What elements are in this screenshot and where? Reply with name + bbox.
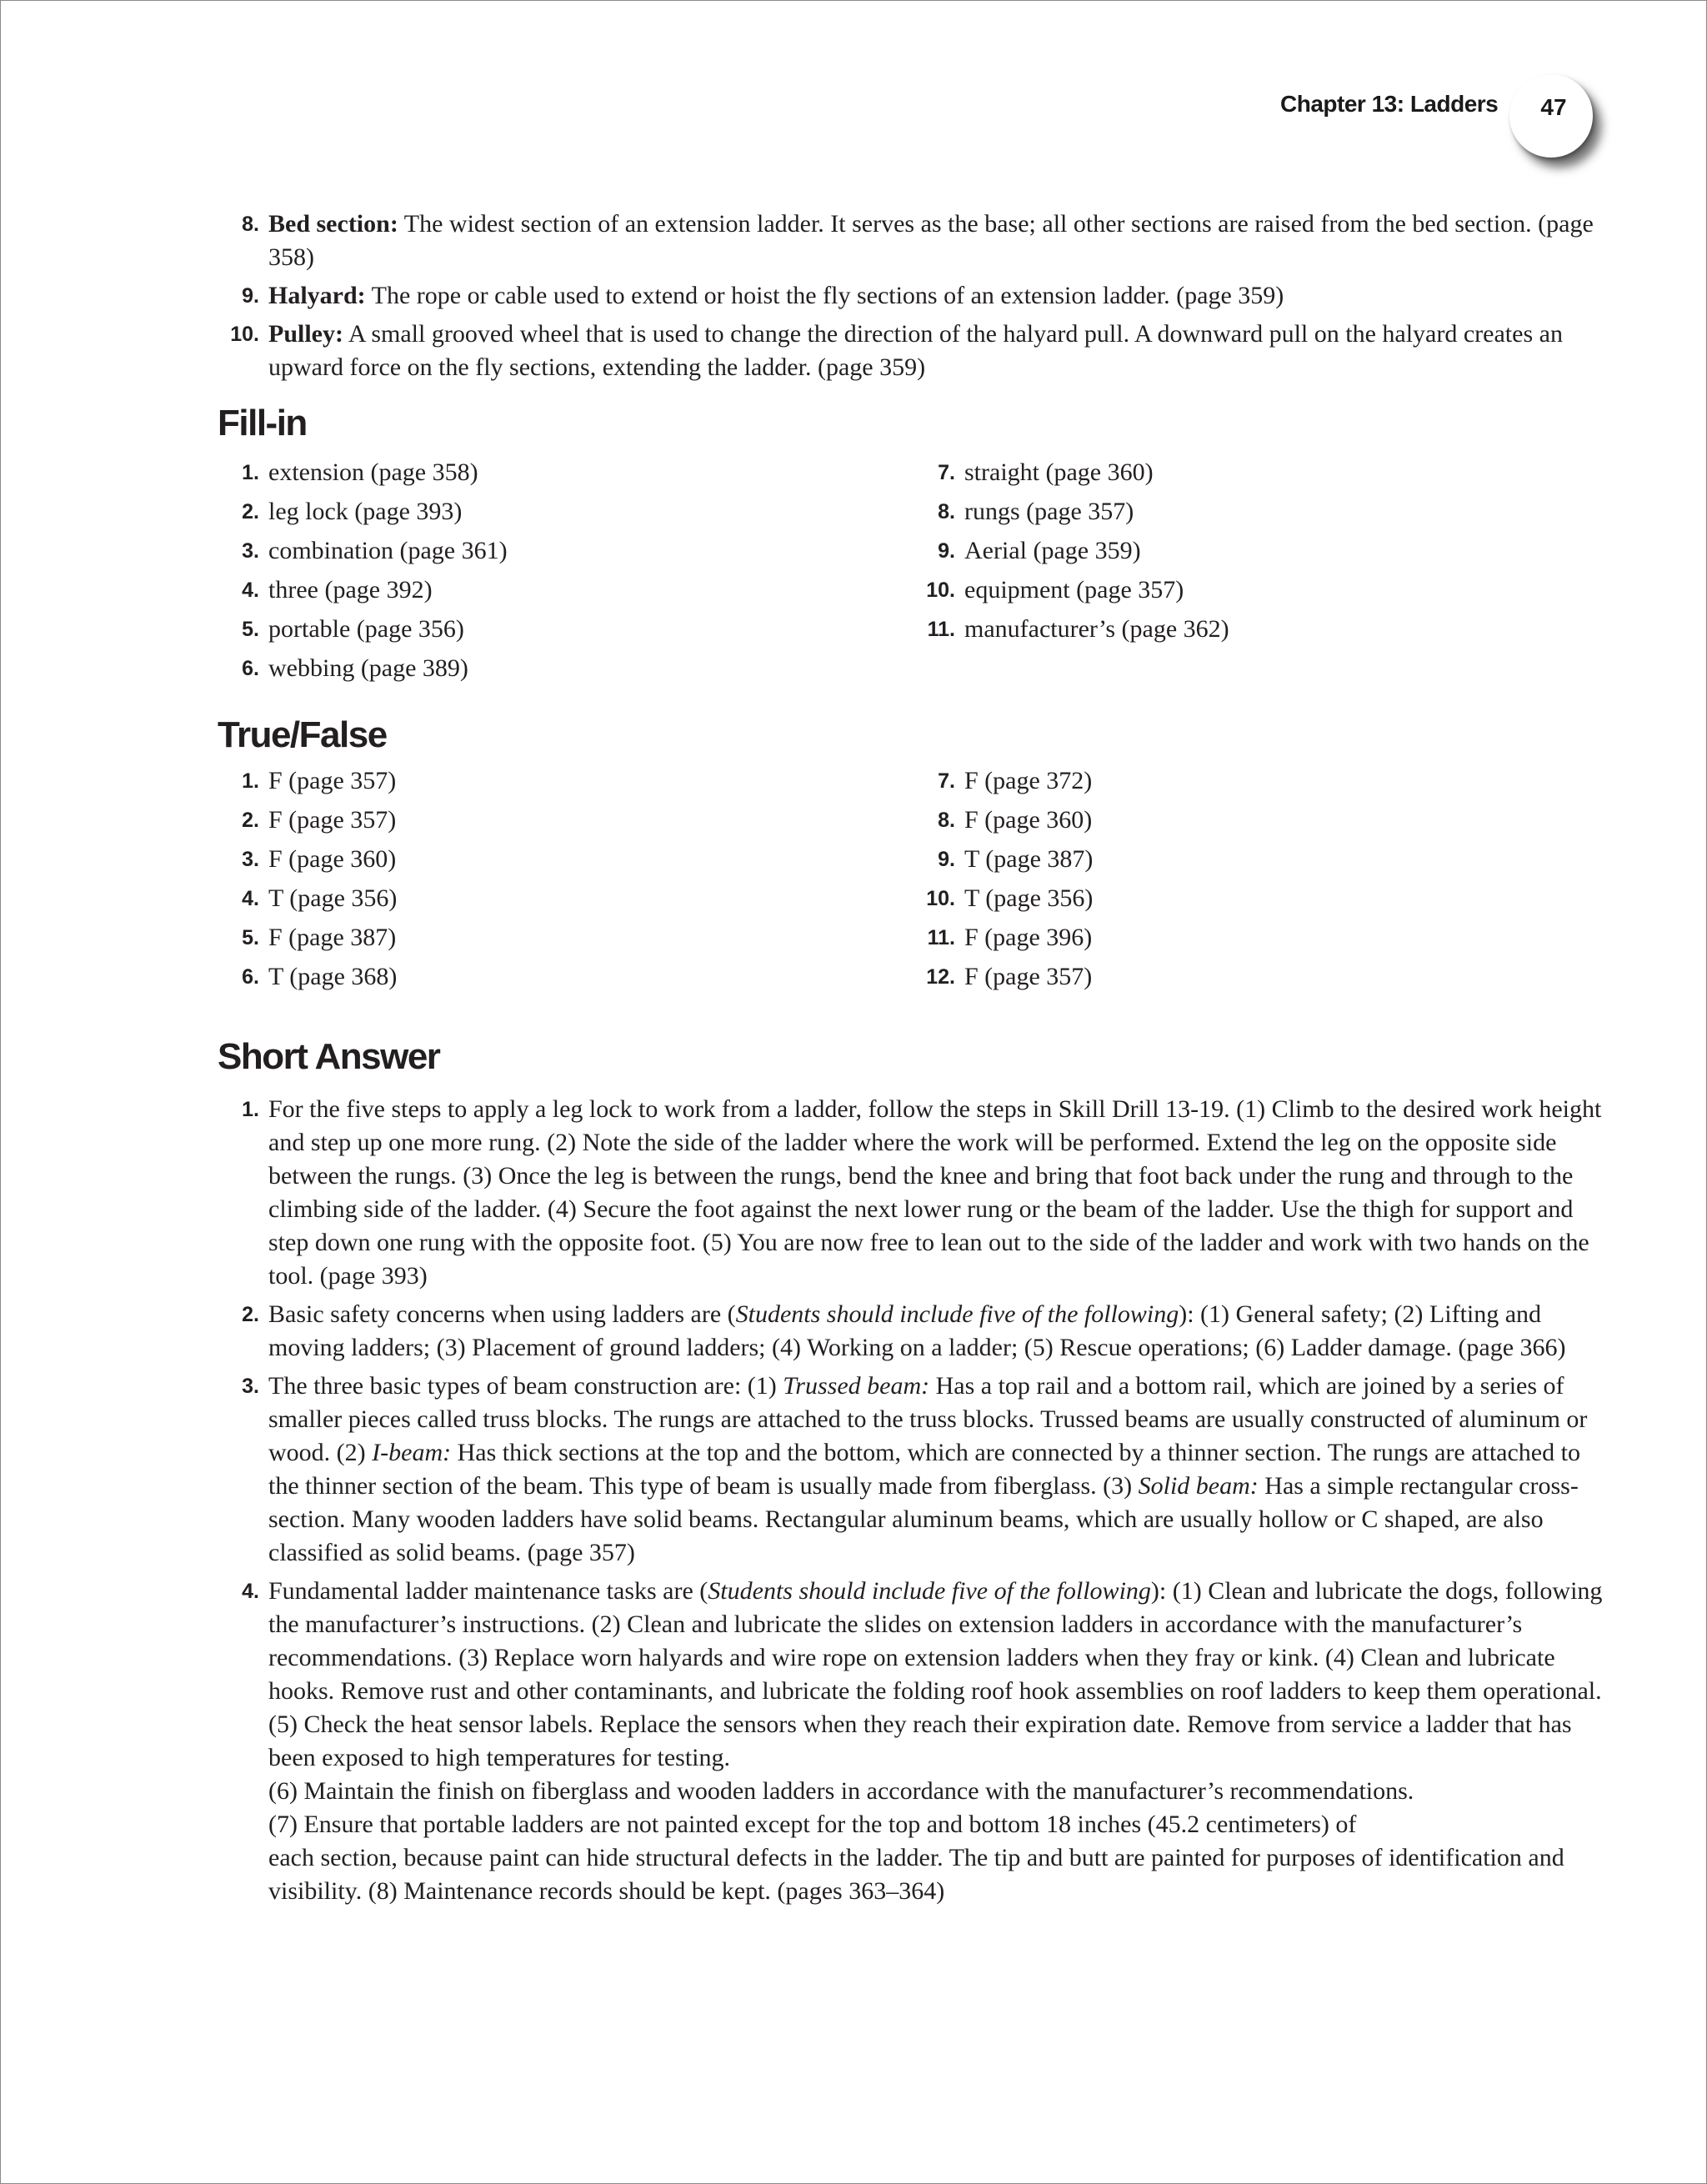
fill-in-heading: Fill-in: [218, 403, 307, 443]
item-number: 8.: [242, 213, 259, 236]
answer-text: T (page 356): [964, 884, 1094, 912]
answer-text: combination (page 361): [268, 537, 508, 564]
fill-in-left-column: [219, 456, 915, 691]
item-number: 6.: [242, 657, 259, 680]
item-number: 4.: [242, 579, 259, 602]
item-number: 8.: [938, 500, 955, 523]
list-item: [219, 1575, 1611, 1908]
page-content: [219, 208, 1611, 1908]
answer-text: Fundamental ladder maintenance tasks are (: [268, 1577, 708, 1605]
item-number: 4.: [242, 1580, 259, 1603]
item-number: 3.: [242, 1375, 259, 1398]
list-item: [219, 843, 915, 882]
italic-note: Students should include five of the following: [735, 1300, 1179, 1328]
list-item: [219, 764, 915, 804]
item-number: 5.: [242, 926, 259, 949]
item-number: 12.: [926, 965, 955, 989]
list-item: [219, 534, 915, 574]
item-number: 4.: [242, 887, 259, 910]
true-false-heading: True/False: [218, 714, 387, 755]
answer-text: ): (1) Clean and lubricate the dogs, following the manufacturer’s instructions. (2) Clean and lubricate the slides on extension ladders in accordance with the manufacturer’s recommendations. (3) Replace worn halyards and wire rope on extension ladders when they fray or kink. (4) Clean and lubricate hooks. Remove rust and other contaminants, and lubricate the folding roof hook assemblies on roof ladders to keep them operational. (5) Check the heat sensor labels. Replace the sensors when they reach their expiration date. Remove from service a ladder that has been exposed to high temperatures for testing.: [268, 1577, 1603, 1771]
term-definition: The widest section of an extension ladder. It serves as the base; all other sections are raised from the bed section. (page 358): [268, 210, 1594, 271]
answer-text: T (page 387): [964, 845, 1094, 873]
list-item: [219, 882, 915, 921]
answer-text: manufacturer’s (page 362): [964, 615, 1229, 643]
answer-text: Has a top rail and a bottom rail, which are joined by a series of smaller pieces called truss blocks. The rungs are attached to the truss blocks. Trussed beams are usually constructed of aluminum or wood. (2): [268, 1372, 1588, 1466]
list-item: [915, 495, 1611, 534]
item-number: 6.: [242, 965, 259, 989]
answer-text: T (page 356): [268, 884, 398, 912]
item-number: 7.: [938, 769, 955, 793]
italic-term: Solid beam:: [1138, 1472, 1259, 1500]
list-item: [915, 960, 1611, 999]
item-number: 10.: [926, 887, 955, 910]
term-name: Halyard:: [268, 282, 366, 309]
list-item: [219, 804, 915, 843]
list-item: [219, 279, 1611, 313]
answer-text: each section, because paint can hide structural defects in the ladder. The tip and butt are painted for purposes of identification and visibility. (8) Maintenance records should be kept. (pages 363–364): [268, 1844, 1564, 1905]
item-number: 8.: [938, 809, 955, 832]
item-number: 9.: [242, 284, 259, 308]
list-item: [219, 1093, 1611, 1293]
answer-text: F (page 360): [964, 806, 1093, 834]
true-false-right-column: [915, 764, 1611, 999]
answer-text: leg lock (page 393): [268, 498, 463, 525]
item-number: 2.: [242, 1303, 259, 1326]
answer-text: equipment (page 357): [964, 576, 1184, 604]
list-item: [915, 613, 1611, 652]
list-item: [219, 208, 1611, 274]
answer-text: three (page 392): [268, 576, 433, 604]
answer-text: Aerial (page 359): [964, 537, 1141, 564]
answer-text: F (page 360): [268, 845, 397, 873]
list-item: [915, 882, 1611, 921]
list-item: [219, 960, 915, 999]
answer-text: F (page 372): [964, 767, 1093, 794]
answer-text: Basic safety concerns when using ladders are (: [268, 1300, 736, 1328]
answer-text: portable (page 356): [268, 615, 464, 643]
answer-text: (6) Maintain the finish on fiberglass and wooden ladders in accordance with the manufacturer’s recommendations.: [268, 1777, 1414, 1805]
item-number: 5.: [242, 618, 259, 641]
item-number: 1.: [242, 1098, 259, 1121]
list-item: [219, 456, 915, 495]
item-number: 3.: [242, 848, 259, 871]
page-number: 47: [1540, 94, 1567, 120]
answer-text: extension (page 358): [268, 458, 478, 486]
list-item: [915, 456, 1611, 495]
item-number: 10.: [926, 579, 955, 602]
item-number: 11.: [927, 926, 955, 949]
italic-term: I-beam:: [372, 1439, 452, 1466]
list-item: [915, 764, 1611, 804]
short-answer-heading: Short Answer: [218, 1036, 440, 1077]
item-number: 1.: [242, 461, 259, 484]
item-number: 11.: [927, 618, 955, 641]
item-number: 9.: [938, 848, 955, 871]
answer-text: Has thick sections at the top and the bottom, which are connected by a thinner section. The rungs are attached to the thinner section of the beam. This type of beam is usually made from fiberglass. (3): [268, 1439, 1580, 1500]
list-item: [915, 804, 1611, 843]
answer-text: straight (page 360): [964, 458, 1154, 486]
answer-text: The three basic types of beam construction are: (1): [268, 1372, 783, 1400]
list-item: [219, 574, 915, 613]
item-number: 10.: [230, 323, 259, 346]
fill-in-list: [219, 456, 1611, 691]
term-name: Pulley:: [268, 320, 343, 348]
answer-text: F (page 357): [964, 963, 1093, 990]
answer-text: For the five steps to apply a leg lock to work from a ladder, follow the steps in Skill Drill 13-19. (1) Climb to the desired work height and step up one more rung. (2) Note the side of the ladder where the work will be performed. Extend the leg on the opposite side between the rungs. (3) Once the leg is between the rungs, bend the knee and bring that foot back under the rung and through to the climbing side of the ladder. (4) Secure the foot against the next lower rung or the beam of the ladder. Use the thigh for support and step down one rung with the opposite foot. (5) You are now free to lean out to the side of the ladder and work with two hands on the tool. (page 393): [268, 1095, 1602, 1290]
true-false-list: [219, 764, 1611, 999]
true-false-left-column: [219, 764, 915, 999]
list-item: [915, 921, 1611, 960]
item-number: 9.: [938, 539, 955, 563]
term-definition: The rope or cable used to extend or hoist the fly sections of an extension ladder. (page 359): [365, 282, 1284, 309]
answer-text: Has a simple rectangular cross-section. Many wooden ladders have solid beams. Rectangular aluminum beams, which are usually hollow or C shaped, are also classified as solid beams. (page 357): [268, 1472, 1579, 1566]
answer-text: F (page 396): [964, 924, 1093, 951]
italic-note: Students should include five of the following: [708, 1577, 1151, 1605]
item-number: 3.: [242, 539, 259, 563]
running-header: Chapter 13: Ladders: [1280, 91, 1499, 117]
list-item: [915, 574, 1611, 613]
list-item: [915, 843, 1611, 882]
list-item: [219, 318, 1611, 384]
list-item: [219, 495, 915, 534]
list-item: [219, 921, 915, 960]
answer-text: F (page 357): [268, 767, 397, 794]
list-item: [219, 652, 915, 691]
item-number: 7.: [938, 461, 955, 484]
item-number: 1.: [242, 769, 259, 793]
answer-text: ): (1) General safety; (2) Lifting and moving ladders; (3) Placement of ground ladders; (4) Working on a ladder; (5) Rescue operations; (6) Ladder damage. (page 366): [268, 1300, 1566, 1361]
list-item: [219, 613, 915, 652]
list-item: [219, 1370, 1611, 1570]
answer-text: (7) Ensure that portable ladders are not painted except for the top and bottom 18 inches (45.2 centimeters) of: [268, 1811, 1357, 1838]
key-terms-list: [219, 208, 1611, 384]
answer-text: webbing (page 389): [268, 654, 468, 682]
term-definition: A small grooved wheel that is used to change the direction of the halyard pull. A downward pull on the halyard creates an upward force on the fly sections, extending the ladder. (page 359): [268, 320, 1563, 381]
list-item: [915, 534, 1611, 574]
short-answer-list: [219, 1093, 1611, 1908]
list-item: [219, 1298, 1611, 1365]
term-name: Bed section:: [268, 210, 398, 238]
answer-text: T (page 368): [268, 963, 398, 990]
item-number: 2.: [242, 809, 259, 832]
item-number: 2.: [242, 500, 259, 523]
answer-text: F (page 357): [268, 806, 397, 834]
answer-text: rungs (page 357): [964, 498, 1134, 525]
answer-text: F (page 387): [268, 924, 397, 951]
italic-term: Trussed beam:: [783, 1372, 930, 1400]
fill-in-right-column: [915, 456, 1611, 691]
